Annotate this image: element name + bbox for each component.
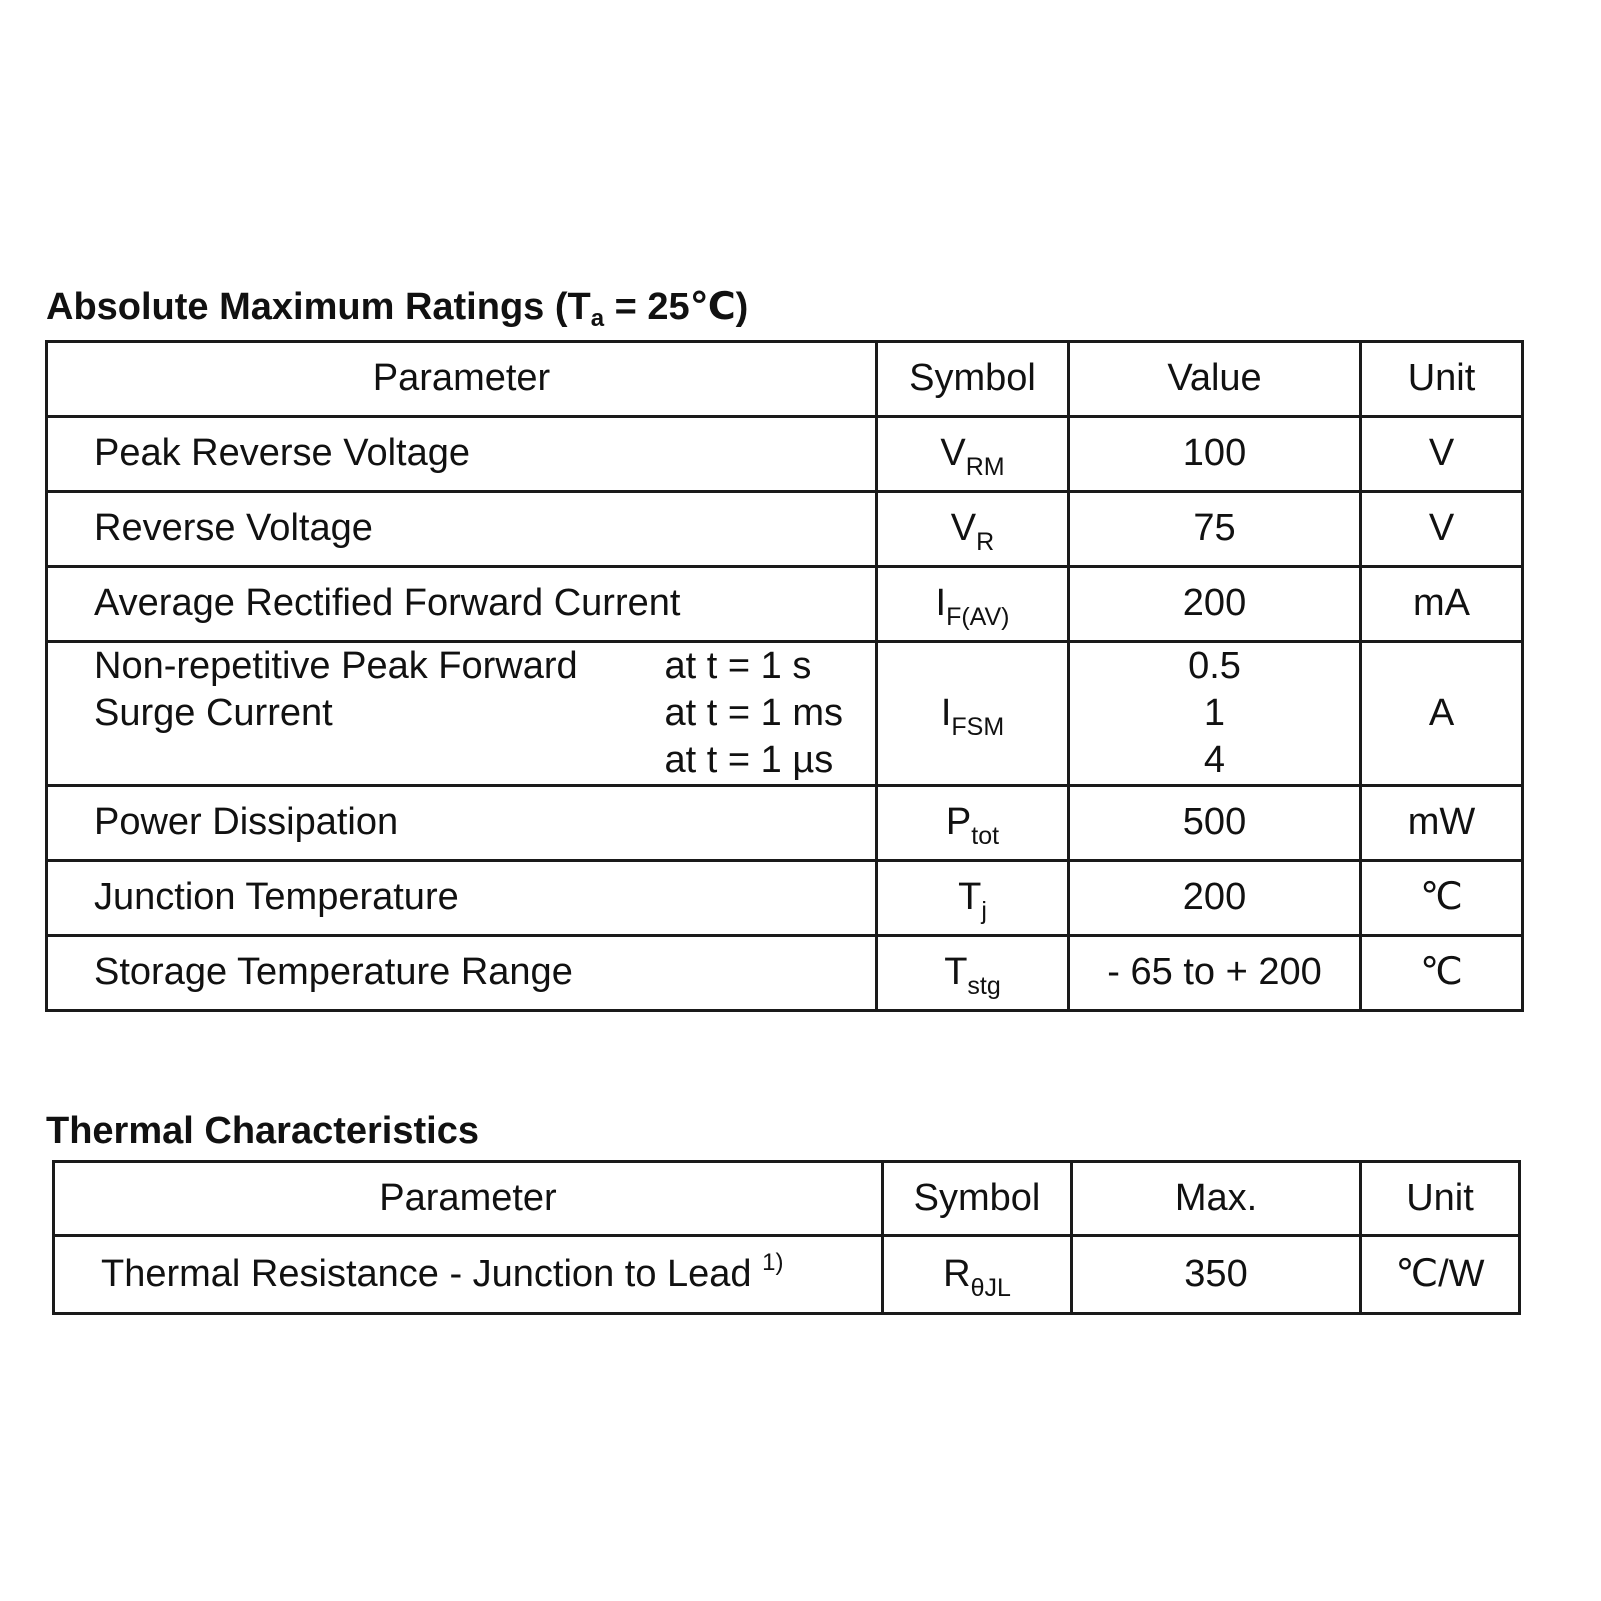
symbol-subscript: F(AV) — [946, 603, 1010, 632]
param-cell: Storage Temperature Range — [47, 936, 877, 1011]
symbol-cell — [877, 417, 1069, 492]
symbol-base: T — [944, 951, 968, 994]
param-cell: Junction Temperature — [47, 861, 877, 936]
abs-max-table — [45, 340, 1524, 1012]
unit-cell: ℃ — [1361, 936, 1523, 1011]
table-row — [54, 1236, 1520, 1314]
unit-cell: ℃ — [1361, 861, 1523, 936]
header-symbol: Symbol — [883, 1162, 1072, 1236]
surge-value-1s: 0.5 — [1188, 645, 1241, 687]
value-cell-stack — [1069, 642, 1361, 786]
symbol-base: R — [943, 1252, 971, 1295]
symbol-base: T — [958, 876, 982, 919]
surge-param-line1: Non-repetitive Peak Forward — [94, 645, 578, 687]
surge-conditions — [665, 643, 843, 784]
symbol-cell — [877, 642, 1069, 786]
header-parameter: Parameter — [47, 342, 877, 417]
header-max: Max. — [1072, 1162, 1361, 1236]
table-row-surge — [47, 642, 1523, 786]
symbol-base: V — [940, 432, 966, 475]
symbol-subscript: FSM — [951, 712, 1005, 741]
surge-param-line2: Surge Current — [94, 692, 333, 734]
header-value: Value — [1069, 342, 1361, 417]
param-cell: Reverse Voltage — [47, 492, 877, 567]
param-cell: Average Rectified Forward Current — [47, 567, 877, 642]
param-cell — [54, 1236, 883, 1314]
table-row — [47, 786, 1523, 861]
symbol-cell — [877, 861, 1069, 936]
symbol-base: V — [950, 507, 977, 550]
symbol-cell — [877, 786, 1069, 861]
surge-param-text — [94, 643, 578, 737]
table-row — [47, 417, 1523, 492]
unit-cell: ℃/W — [1361, 1236, 1520, 1314]
symbol-subscript: tot — [971, 822, 1000, 851]
abs-max-title-text: Absolute Maximum Ratings (T — [46, 286, 591, 328]
table-header-row — [54, 1162, 1520, 1236]
surge-layout — [94, 643, 875, 784]
param-cell: Peak Reverse Voltage — [47, 417, 877, 492]
unit-cell: V — [1361, 417, 1523, 492]
thermal-title: Thermal Characteristics — [46, 1110, 479, 1152]
symbol-base: P — [945, 801, 972, 844]
table-row — [47, 936, 1523, 1011]
symbol-cell — [877, 492, 1069, 567]
table-row — [47, 492, 1523, 567]
symbol-subscript: stg — [967, 972, 1001, 1001]
table-row — [47, 567, 1523, 642]
abs-max-title-subscript: a — [590, 305, 605, 332]
symbol-subscript: θJL — [970, 1273, 1011, 1302]
unit-cell: mA — [1361, 567, 1523, 642]
surge-value-1us: 4 — [1203, 739, 1226, 781]
param-text: Thermal Resistance - Junction to Lead — [101, 1252, 763, 1295]
unit-cell: mW — [1361, 786, 1523, 861]
symbol-subscript: j — [981, 897, 987, 926]
value-cell: 200 — [1069, 861, 1361, 936]
symbol-cell — [883, 1236, 1072, 1314]
unit-cell: V — [1361, 492, 1523, 567]
footnote-marker: 1) — [762, 1248, 784, 1276]
surge-values — [1070, 643, 1359, 784]
value-cell: 500 — [1069, 786, 1361, 861]
symbol-cell — [877, 936, 1069, 1011]
abs-max-title — [46, 286, 749, 332]
param-cell-surge — [47, 642, 877, 786]
value-cell: 100 — [1069, 417, 1361, 492]
value-cell: 350 — [1072, 1236, 1361, 1314]
symbol-base: I — [935, 582, 947, 625]
unit-cell: A — [1361, 642, 1523, 786]
abs-max-title-tail: = 25℃) — [604, 286, 749, 328]
value-cell: 75 — [1069, 492, 1361, 567]
param-cell: Power Dissipation — [47, 786, 877, 861]
symbol-subscript: R — [976, 528, 995, 557]
condition-1us: at t = 1 µs — [664, 739, 834, 781]
header-parameter: Parameter — [54, 1162, 883, 1236]
table-header-row — [47, 342, 1523, 417]
header-unit: Unit — [1361, 1162, 1520, 1236]
condition-1s: at t = 1 s — [664, 645, 812, 687]
header-symbol: Symbol — [877, 342, 1069, 417]
symbol-cell — [877, 567, 1069, 642]
thermal-table — [52, 1160, 1521, 1315]
condition-1ms: at t = 1 ms — [664, 692, 843, 734]
surge-value-1ms: 1 — [1203, 692, 1226, 734]
symbol-subscript: RM — [965, 453, 1005, 482]
header-unit: Unit — [1361, 342, 1523, 417]
symbol-base: I — [940, 691, 952, 734]
value-cell: - 65 to + 200 — [1069, 936, 1361, 1011]
table-row — [47, 861, 1523, 936]
value-cell: 200 — [1069, 567, 1361, 642]
